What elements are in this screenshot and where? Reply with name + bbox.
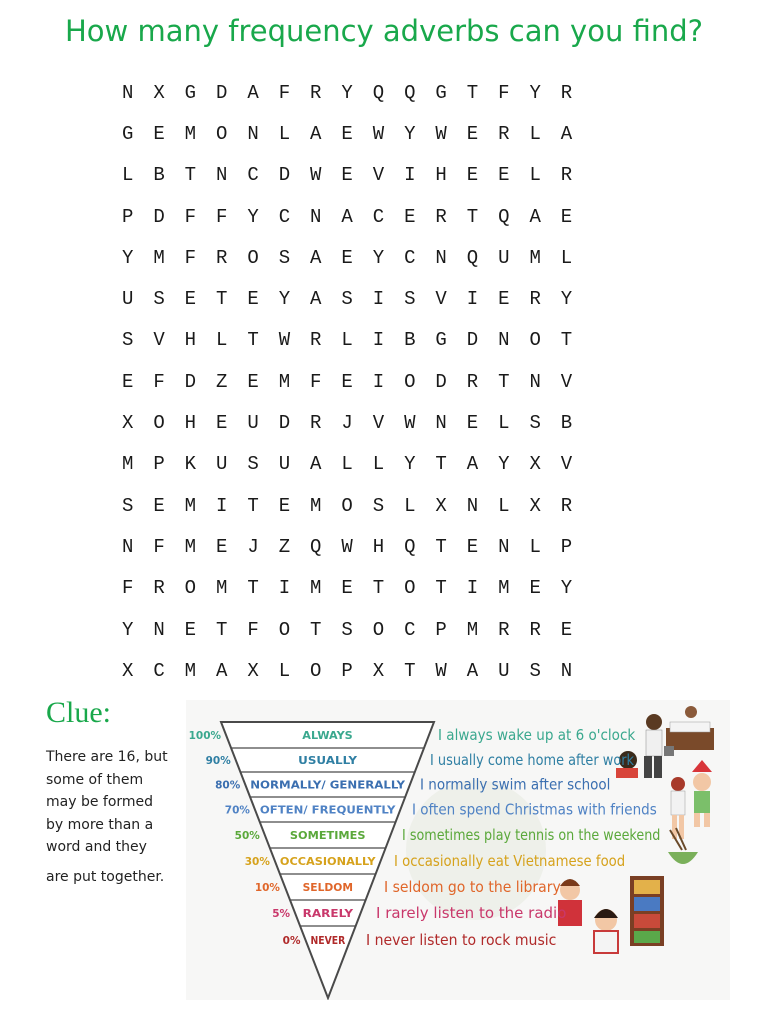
grid-letter: Q	[404, 535, 416, 558]
tennis-player-illustration	[671, 777, 685, 839]
grid-letter: U	[247, 412, 259, 435]
grid-letter: L	[529, 164, 541, 187]
grid-letter: T	[247, 494, 259, 517]
grid-letter: Y	[341, 81, 353, 104]
grid-letter: E	[341, 164, 353, 187]
grid-letter: T	[216, 618, 228, 641]
example-sentence: I always wake up at 6 o'clock	[438, 726, 636, 744]
grid-letter: Q	[404, 81, 416, 104]
frequency-adverb-label: OCCASIONALLY	[279, 855, 377, 868]
grid-row	[112, 196, 588, 237]
grid-letter: W	[404, 412, 416, 435]
grid-letter: T	[310, 618, 322, 641]
grid-letter: S	[121, 329, 134, 352]
grid-row	[112, 113, 588, 154]
grid-row	[112, 485, 588, 526]
grid-letter: P	[121, 205, 134, 228]
grid-letter: L	[498, 412, 510, 435]
grid-letter: T	[404, 659, 416, 682]
example-sentence: I occasionally eat Vietnamese food	[394, 852, 626, 870]
grid-letter: E	[153, 122, 165, 145]
grid-letter: H	[435, 164, 447, 187]
grid-letter: Q	[498, 205, 510, 228]
grid-letter: S	[341, 618, 353, 641]
grid-letter: W	[435, 659, 447, 682]
grid-letter: D	[153, 205, 165, 228]
grid-letter: D	[216, 81, 228, 104]
grid-row	[112, 72, 588, 113]
grid-letter: M	[498, 577, 510, 600]
grid-letter: S	[341, 288, 353, 311]
grid-letter: U	[216, 453, 228, 476]
grid-letter: A	[310, 122, 322, 145]
grid-letter: P	[560, 535, 573, 558]
clue-line: some of them	[46, 771, 144, 788]
grid-row	[112, 155, 588, 196]
grid-letter: Y	[121, 618, 134, 641]
grid-letter: N	[247, 122, 259, 145]
grid-letter: Y	[121, 246, 134, 269]
grid-letter: N	[466, 494, 479, 517]
frequency-percent: 0%	[282, 935, 301, 947]
frequency-percent: 10%	[254, 882, 280, 894]
grid-letter: Y	[498, 453, 510, 476]
example-sentence: I normally swim after school	[420, 775, 611, 794]
example-sentence: I usually come home after work	[430, 751, 635, 769]
grid-letter: O	[216, 122, 228, 145]
grid-letter: I	[372, 370, 385, 393]
grid-letter: F	[310, 370, 322, 393]
grid-letter: S	[529, 659, 541, 682]
girl-headphones-illustration	[594, 909, 618, 953]
grid-letter: Y	[404, 453, 416, 476]
grid-letter: W	[310, 164, 322, 187]
clue-line: by more than a	[46, 816, 154, 833]
grid-letter: D	[184, 370, 197, 393]
grid-letter: S	[247, 453, 259, 476]
grid-letter: N	[216, 164, 228, 187]
grid-letter: C	[247, 164, 259, 187]
grid-letter: O	[184, 577, 197, 600]
frequency-percent: 5%	[272, 908, 291, 920]
grid-letter: R	[310, 412, 322, 435]
grid-letter: I	[216, 494, 228, 517]
grid-letter: S	[372, 494, 385, 517]
grid-letter: X	[121, 412, 134, 435]
grid-letter: E	[341, 577, 353, 600]
grid-letter: E	[184, 618, 197, 641]
clue-line: are put together.	[46, 868, 165, 885]
grid-letter: F	[153, 370, 165, 393]
grid-letter: A	[310, 288, 322, 311]
grid-letter: R	[310, 81, 322, 104]
grid-letter: T	[435, 535, 447, 558]
grid-letter: T	[184, 164, 197, 187]
grid-letter: C	[404, 246, 416, 269]
frequency-percent: 70%	[224, 804, 250, 817]
grid-row	[112, 650, 588, 691]
grid-letter: E	[216, 412, 228, 435]
grid-letter: W	[372, 122, 385, 145]
frequency-percent: 90%	[205, 755, 231, 767]
grid-letter: F	[216, 205, 228, 228]
grid-letter: T	[560, 329, 573, 352]
frequency-percent: 100%	[188, 730, 222, 742]
grid-letter: E	[466, 412, 479, 435]
bed-illustration	[666, 706, 714, 750]
grid-letter: E	[247, 288, 259, 311]
clue-line: may be formed	[46, 794, 154, 810]
grid-letter: F	[498, 81, 510, 104]
grid-letter: O	[404, 577, 416, 600]
grid-letter: E	[560, 205, 573, 228]
grid-letter: S	[121, 494, 134, 517]
grid-letter: A	[247, 81, 259, 104]
clue-line: There are 16, but	[46, 749, 168, 765]
grid-letter: S	[153, 288, 165, 311]
grid-letter: Q	[310, 535, 322, 558]
grid-letter: O	[529, 329, 541, 352]
worker-illustration	[644, 714, 674, 778]
example-sentence: I seldom go to the library	[384, 878, 561, 896]
grid-letter: M	[216, 577, 228, 600]
grid-letter: S	[404, 288, 416, 311]
grid-letter: V	[435, 288, 447, 311]
grid-letter: E	[466, 535, 479, 558]
grid-letter: I	[466, 288, 479, 311]
grid-letter: L	[341, 329, 353, 352]
grid-letter: E	[184, 288, 197, 311]
grid-letter: X	[529, 453, 541, 476]
grid-letter: T	[216, 288, 228, 311]
grid-row	[112, 320, 588, 361]
frequency-adverb-label: ALWAYS	[302, 729, 353, 742]
grid-letter: R	[498, 122, 510, 145]
grid-letter: I	[466, 577, 479, 600]
bookshelf-illustration	[630, 876, 664, 946]
grid-letter: E	[153, 494, 165, 517]
grid-row	[112, 568, 588, 609]
grid-letter: E	[560, 618, 573, 641]
grid-letter: Z	[278, 535, 291, 558]
grid-letter: A	[341, 205, 353, 228]
grid-letter: H	[372, 535, 385, 558]
grid-letter: E	[498, 164, 510, 187]
grid-letter: A	[466, 453, 479, 476]
grid-letter: T	[466, 81, 479, 104]
grid-letter: X	[121, 659, 134, 682]
grid-letter: Z	[216, 370, 228, 393]
grid-letter: O	[372, 618, 385, 641]
grid-letter: I	[372, 288, 385, 311]
grid-letter: H	[184, 412, 197, 435]
grid-letter: C	[404, 618, 416, 641]
grid-letter: P	[153, 453, 165, 476]
grid-letter: A	[310, 453, 322, 476]
grid-letter: X	[372, 659, 385, 682]
grid-letter: I	[372, 329, 385, 352]
grid-letter: L	[372, 453, 385, 476]
grid-letter: L	[404, 494, 416, 517]
grid-letter: Y	[278, 288, 291, 311]
grid-letter: O	[247, 246, 259, 269]
grid-letter: R	[310, 329, 322, 352]
grid-letter: M	[184, 494, 197, 517]
grid-letter: Y	[247, 205, 259, 228]
grid-letter: E	[247, 370, 259, 393]
grid-letter: N	[560, 659, 573, 682]
example-sentence: I never listen to rock music	[366, 931, 557, 949]
frequency-percent: 50%	[234, 830, 260, 842]
frequency-adverb-label: SELDOM	[302, 881, 353, 894]
clue-text	[46, 746, 181, 888]
grid-letter: E	[341, 370, 353, 393]
clue-heading: Clue:	[46, 696, 111, 729]
grid-letter: A	[310, 246, 322, 269]
frequency-adverb-label: NEVER	[310, 934, 346, 947]
grid-letter: B	[560, 412, 573, 435]
grid-letter: A	[466, 659, 479, 682]
grid-letter: W	[341, 535, 353, 558]
grid-letter: G	[435, 329, 447, 352]
grid-letter: A	[216, 659, 228, 682]
grid-letter: C	[372, 205, 385, 228]
grid-letter: Q	[466, 246, 479, 269]
grid-letter: J	[247, 535, 259, 558]
grid-letter: X	[153, 81, 165, 104]
frequency-adverb-label: SOMETIMES	[289, 829, 366, 842]
grid-letter: N	[121, 81, 134, 104]
grid-letter: N	[498, 329, 510, 352]
grid-letter: W	[435, 122, 447, 145]
frequency-adverb-label: NORMALLY/ GENERALLY	[250, 778, 407, 792]
grid-letter: X	[529, 494, 541, 517]
grid-letter: E	[529, 577, 541, 600]
grid-letter: W	[278, 329, 291, 352]
frequency-funnel	[186, 700, 730, 1000]
grid-letter: T	[498, 370, 510, 393]
grid-letter: Y	[404, 122, 416, 145]
grid-letter: F	[184, 205, 197, 228]
grid-letter: E	[121, 370, 134, 393]
grid-letter: F	[247, 618, 259, 641]
grid-letter: N	[153, 618, 165, 641]
frequency-adverb-label: USUALLY	[298, 754, 359, 767]
grid-letter: M	[121, 453, 134, 476]
grid-letter: T	[247, 577, 259, 600]
grid-letter: L	[498, 494, 510, 517]
grid-letter: M	[184, 535, 197, 558]
grid-letter: I	[404, 164, 416, 187]
grid-letter: N	[121, 535, 134, 558]
grid-letter: I	[278, 577, 291, 600]
grid-letter: E	[466, 122, 479, 145]
grid-letter: O	[310, 659, 322, 682]
grid-letter: M	[184, 122, 197, 145]
grid-letter: G	[184, 81, 197, 104]
grid-letter: L	[216, 329, 228, 352]
grid-letter: P	[435, 618, 447, 641]
grid-letter: N	[435, 412, 447, 435]
grid-letter: T	[435, 453, 447, 476]
grid-letter: T	[435, 577, 447, 600]
grid-row	[112, 237, 588, 278]
grid-letter: D	[278, 164, 291, 187]
frequency-adverb-label: RARELY	[302, 907, 355, 920]
grid-letter: C	[153, 659, 165, 682]
example-sentence: I sometimes play tennis on the weekend	[402, 826, 661, 844]
grid-letter: D	[466, 329, 479, 352]
grid-row	[112, 526, 588, 567]
grid-letter: M	[310, 494, 322, 517]
grid-letter: E	[404, 205, 416, 228]
grid-letter: L	[341, 453, 353, 476]
grid-letter: O	[153, 412, 165, 435]
grid-letter: N	[498, 535, 510, 558]
grid-letter: A	[529, 205, 541, 228]
grid-letter: F	[184, 246, 197, 269]
example-sentence: I often spend Christmas with friends	[412, 800, 657, 819]
grid-letter: A	[560, 122, 573, 145]
grid-letter: R	[560, 494, 573, 517]
grid-letter: L	[278, 122, 291, 145]
grid-letter: E	[216, 535, 228, 558]
grid-letter: Q	[372, 81, 385, 104]
grid-letter: R	[466, 370, 479, 393]
grid-letter: M	[184, 659, 197, 682]
grid-letter: F	[121, 577, 134, 600]
grid-letter: X	[435, 494, 447, 517]
grid-letter: V	[372, 412, 385, 435]
grid-letter: N	[529, 370, 541, 393]
grid-row	[112, 444, 588, 485]
grid-letter: D	[435, 370, 447, 393]
frequency-percent: 30%	[244, 856, 270, 868]
grid-letter: U	[498, 246, 510, 269]
grid-letter: F	[153, 535, 165, 558]
grid-letter: R	[498, 618, 510, 641]
grid-letter: P	[341, 659, 353, 682]
grid-letter: M	[310, 577, 322, 600]
grid-letter: T	[466, 205, 479, 228]
grid-letter: K	[184, 453, 197, 476]
grid-letter: V	[372, 164, 385, 187]
grid-letter: G	[435, 81, 447, 104]
grid-letter: M	[153, 246, 165, 269]
grid-letter: L	[121, 164, 134, 187]
grid-letter: E	[498, 288, 510, 311]
grid-row	[112, 609, 588, 650]
grid-letter: T	[247, 329, 259, 352]
grid-letter: E	[341, 246, 353, 269]
grid-letter: V	[560, 370, 573, 393]
grid-letter: O	[341, 494, 353, 517]
grid-letter: V	[560, 453, 573, 476]
grid-letter: X	[247, 659, 259, 682]
grid-letter: N	[310, 205, 322, 228]
grid-letter: S	[529, 412, 541, 435]
grid-letter: U	[121, 288, 134, 311]
grid-letter: H	[184, 329, 197, 352]
grid-letter: D	[278, 412, 291, 435]
grid-letter: E	[341, 122, 353, 145]
grid-letter: E	[466, 164, 479, 187]
grid-letter: R	[529, 618, 541, 641]
grid-letter: M	[466, 618, 479, 641]
grid-letter: R	[560, 164, 573, 187]
clue-line: word and they	[46, 839, 147, 855]
grid-letter: M	[278, 370, 291, 393]
grid-letter: U	[498, 659, 510, 682]
grid-letter: F	[278, 81, 291, 104]
frequency-adverb-label: OFTEN/ FREQUENTLY	[259, 803, 397, 817]
grid-letter: R	[435, 205, 447, 228]
grid-letter: C	[278, 205, 291, 228]
grid-letter: Y	[372, 246, 385, 269]
grid-letter: T	[372, 577, 385, 600]
grid-letter: Y	[560, 288, 573, 311]
grid-letter: R	[216, 246, 228, 269]
grid-letter: Y	[529, 81, 541, 104]
grid-row	[112, 361, 588, 402]
grid-letter: O	[404, 370, 416, 393]
word-search-grid	[112, 72, 588, 691]
grid-letter: J	[341, 412, 353, 435]
grid-letter: B	[404, 329, 416, 352]
example-sentence: I rarely listen to the radio	[376, 904, 567, 922]
grid-letter: L	[278, 659, 291, 682]
grid-letter: U	[278, 453, 291, 476]
grid-letter: M	[529, 246, 541, 269]
grid-letter: L	[529, 122, 541, 145]
grid-letter: S	[278, 246, 291, 269]
grid-letter: Y	[560, 577, 573, 600]
grid-letter: B	[153, 164, 165, 187]
grid-letter: L	[560, 246, 573, 269]
frequency-adverbs-infographic	[186, 700, 730, 1000]
grid-letter: R	[153, 577, 165, 600]
frequency-percent: 80%	[215, 779, 241, 792]
page-title: How many frequency adverbs can you find?	[64, 14, 704, 48]
grid-letter: R	[560, 81, 573, 104]
grid-letter: V	[153, 329, 165, 352]
grid-letter: L	[529, 535, 541, 558]
grid-letter: R	[529, 288, 541, 311]
grid-row	[112, 278, 588, 319]
grid-letter: N	[435, 246, 447, 269]
grid-letter: E	[278, 494, 291, 517]
christmas-girl-illustration	[692, 760, 712, 827]
grid-letter: O	[278, 618, 291, 641]
grid-row	[112, 402, 588, 443]
grid-letter: G	[121, 122, 134, 145]
